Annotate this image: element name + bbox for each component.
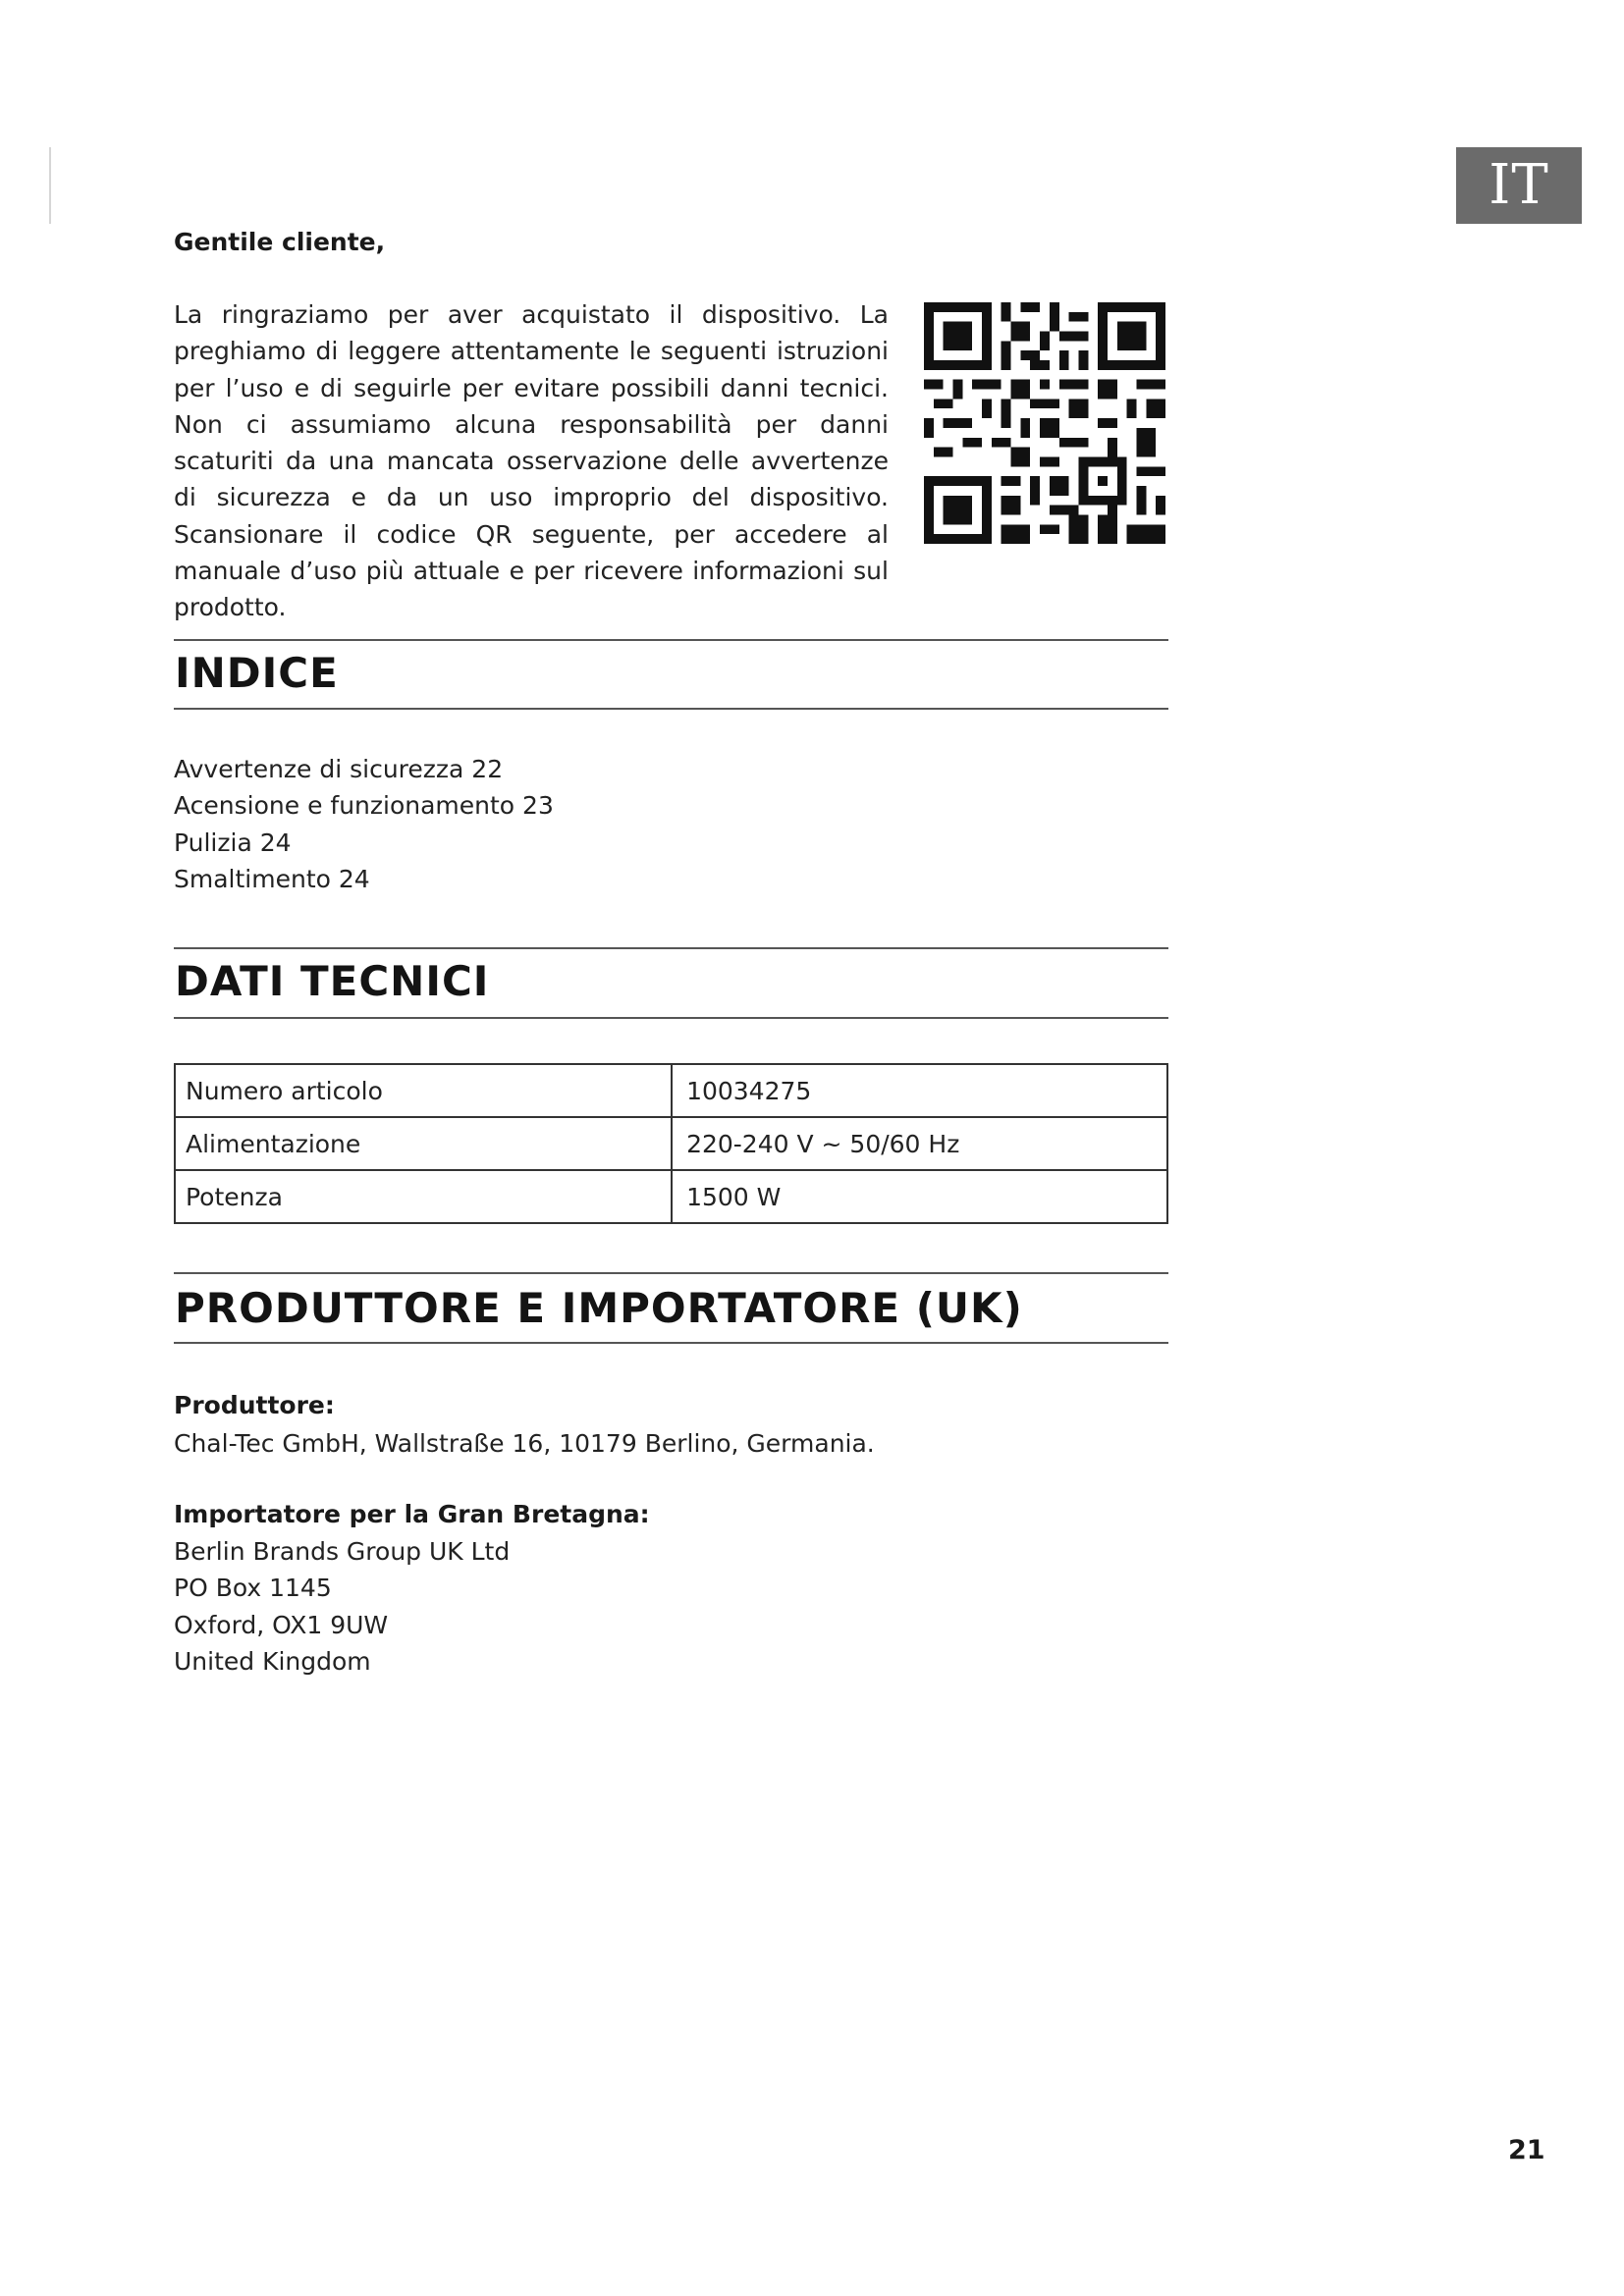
spec-value: 10034275	[672, 1064, 1167, 1117]
specs-title: DATI TECNICI	[175, 957, 490, 1005]
intro-paragraph	[174, 296, 889, 626]
table-row	[175, 1117, 1167, 1170]
index-item: Avvertenze di sicurezza 22	[174, 755, 504, 783]
intro-line: osservazione delle avvertenze di sicurezza e da un uso	[174, 447, 889, 512]
importer-line: Berlin Brands Group UK Ltd	[174, 1537, 511, 1566]
importer-line: PO Box 1145	[174, 1574, 332, 1603]
manufacturer-section-heading	[174, 1272, 1168, 1344]
index-item: Smaltimento 24	[174, 864, 370, 893]
index-item: Acensione e funzionamento 23	[174, 791, 554, 821]
importer-label: Importatore per la Gran Bretagna:	[174, 1500, 650, 1528]
index-list	[174, 751, 554, 897]
importer-line: Oxford, OX1 9UW	[174, 1610, 389, 1639]
specs-table	[174, 1063, 1168, 1224]
specs-section-heading	[174, 947, 1168, 1019]
intro-line: di leggere attentamente le seguenti istruzioni per l’uso e di	[174, 337, 889, 402]
producer-label: Produttore:	[174, 1391, 335, 1419]
qr-code-icon	[924, 302, 1165, 544]
spec-label: Alimentazione	[175, 1117, 672, 1170]
importer-address	[174, 1533, 510, 1680]
page-number: 21	[1508, 2135, 1545, 2165]
spec-value: 220-240 V ~ 50/60 Hz	[672, 1117, 1167, 1170]
intro-line: seguirle per evitare possibili danni tecnici. Non ci assumiamo	[174, 373, 889, 439]
intro-line: per accedere al manuale d’uso più attuale e per ricevere	[174, 519, 889, 586]
index-section-heading	[174, 639, 1168, 710]
spec-label: Potenza	[175, 1170, 672, 1223]
manufacturer-title: PRODUTTORE E IMPORTATORE (UK)	[175, 1284, 1023, 1332]
producer-address: Chal-Tec GmbH, Wallstraße 16, 10179 Berlino, Germania.	[174, 1429, 875, 1458]
intro-line: alcuna responsabilità per danni scaturiti da una mancata	[174, 409, 889, 476]
greeting: Gentile cliente,	[174, 228, 386, 256]
importer-line: United Kingdom	[174, 1646, 371, 1676]
index-title: INDICE	[175, 649, 339, 697]
intro-line: La ringraziamo per aver acquistato il dispositivo. La preghiamo	[174, 300, 889, 366]
language-tab: IT	[1456, 147, 1582, 224]
table-row	[175, 1170, 1167, 1223]
intro-line: improprio del dispositivo. Scansionare il codice QR seguente,	[174, 483, 889, 549]
intro-line: informazioni sul prodotto.	[174, 557, 889, 622]
index-item: Pulizia 24	[174, 828, 292, 857]
margin-rule	[49, 147, 51, 224]
spec-label: Numero articolo	[175, 1064, 672, 1117]
table-row	[175, 1064, 1167, 1117]
spec-value: 1500 W	[672, 1170, 1167, 1223]
